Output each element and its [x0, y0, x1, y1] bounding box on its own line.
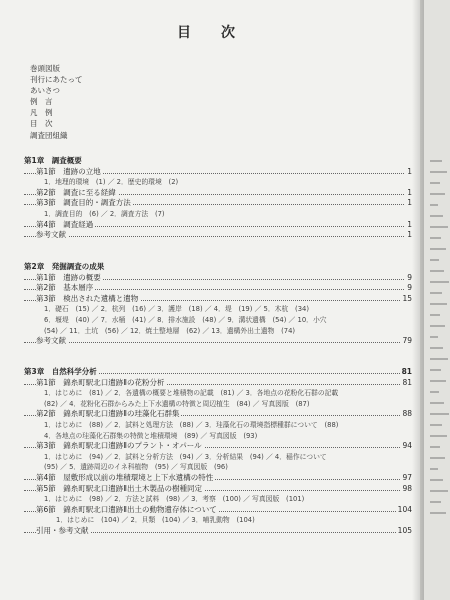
toc-entry-label: (54) ／ 11．土坑 (56) ／ 12．焼土整地層 (62) ／ 13．遺構外出土遺物 (74)	[44, 326, 296, 335]
toc-page-number: 9	[407, 283, 412, 293]
toc-subentry[interactable]	[24, 209, 412, 220]
toc-entry-label: 第1節 遺跡の立地	[36, 166, 101, 176]
toc-page-number: 15	[402, 293, 412, 303]
toc-entry[interactable]	[24, 188, 412, 199]
chapter-2	[24, 262, 412, 347]
toc-subentry[interactable]	[24, 452, 412, 463]
toc-entry-label: 第1節 錦糸町駅北口遺跡Ⅱの花粉分析	[36, 377, 165, 387]
toc-entry[interactable]	[24, 294, 412, 305]
toc-entry[interactable]	[24, 336, 412, 347]
toc-subentry[interactable]	[24, 494, 412, 505]
adjacent-page-text-mark	[430, 215, 443, 217]
page-gutter-shadow	[412, 0, 424, 600]
adjacent-page-edge	[424, 0, 450, 600]
adjacent-page-text-mark	[430, 314, 440, 316]
toc-entry[interactable]	[24, 473, 412, 484]
toc-page-number: 1	[407, 187, 412, 197]
toc-entry[interactable]	[24, 230, 412, 241]
toc-subentry[interactable]	[24, 177, 412, 188]
adjacent-page-text-mark	[430, 512, 446, 514]
front-matter-item[interactable]: 目 次	[30, 119, 53, 129]
toc-page-number: 88	[402, 409, 412, 419]
toc-entry[interactable]	[24, 167, 412, 178]
adjacent-page-text-mark	[430, 479, 443, 481]
toc-page-number: 94	[402, 441, 412, 451]
toc-page-number: 97	[402, 472, 412, 482]
chapter-3	[24, 367, 412, 537]
adjacent-page-text-mark	[430, 413, 449, 415]
toc-entry-label: 1．礎石 (15) ／ 2．杭列 (16) ／ 3．護岸 (18) ／ 4．堤 (19) ／ 5．木杭 (34)	[44, 305, 309, 314]
chapter-heading[interactable]	[24, 262, 412, 273]
toc-entry-label: 第6節 錦糸町駅北口遺跡Ⅱ出土の動物遺存体について	[36, 504, 217, 514]
toc-entry-label: 参考文献	[36, 230, 66, 240]
toc-entry[interactable]	[24, 220, 412, 231]
adjacent-page-text-mark	[430, 358, 448, 360]
toc-entry-label: 第2章 発掘調査の成果	[24, 262, 105, 271]
toc-entry-label: 1．はじめに (104) ／ 2．貝類 (104) ／ 3．哺乳動物 (104)	[56, 516, 255, 525]
toc-entry-label: 第2節 基本層序	[36, 283, 94, 293]
toc-entry-label: (95) ／ 5．遺跡周辺のイネ科植物 (95) ／ 写真図版 (96)	[44, 463, 228, 472]
toc-page-number: 1	[407, 219, 412, 229]
toc-entry-label: 第1章 調査概要	[24, 156, 82, 165]
adjacent-page-text-mark	[430, 501, 441, 503]
toc-subentry[interactable]	[24, 462, 412, 473]
front-matter-list	[30, 63, 83, 141]
adjacent-page-text-mark	[430, 457, 445, 459]
toc-subentry[interactable]	[24, 326, 412, 337]
adjacent-page-text-mark	[430, 303, 447, 305]
adjacent-page-text-mark	[430, 369, 441, 371]
adjacent-page-text-mark	[430, 160, 442, 162]
page-title: 目 次	[177, 25, 243, 41]
toc-entry[interactable]	[24, 441, 412, 452]
toc-page-number: 1	[407, 198, 412, 208]
toc-entry[interactable]	[24, 409, 412, 420]
adjacent-page-text-mark	[430, 336, 438, 338]
adjacent-page-text-mark	[430, 182, 440, 184]
adjacent-page-text-mark	[430, 281, 449, 283]
toc-page-number: 104	[397, 504, 412, 514]
toc-subentry[interactable]	[24, 399, 412, 410]
toc-entry-label: 1．はじめに (94) ／ 2．試料と分析方法 (94) ／ 3．分析結果 (94) ／ 4．稲作について	[44, 452, 327, 461]
adjacent-page-text-mark	[430, 237, 441, 239]
adjacent-page-text-mark	[430, 391, 439, 393]
adjacent-page-text-mark	[430, 490, 448, 492]
toc-subentry[interactable]	[24, 420, 412, 431]
front-matter-item[interactable]: 調査団組織	[30, 130, 68, 140]
toc-entry-label: 引用・参考文献	[36, 525, 89, 535]
toc-page-number: 81	[401, 367, 412, 376]
toc-entry-label: 4．各地点の珪藻化石群集の特徴と堆積環境 (89) ／ 写真図版 (93)	[44, 431, 258, 440]
adjacent-page-text-mark	[430, 468, 438, 470]
toc-entry-label: 第3節 錦糸町駅北口遺跡Ⅱのプラント・オパール	[36, 441, 202, 451]
toc-entry[interactable]	[24, 484, 412, 495]
toc-page-number: 105	[397, 525, 412, 535]
toc-entry-label: 1．地理的環境 (1) ／ 2．歴史的環境 (2)	[44, 178, 179, 187]
toc-page-number: 1	[407, 230, 412, 240]
toc-page-number: 81	[402, 377, 412, 387]
front-matter-item[interactable]: 刊行にあたって	[30, 75, 83, 85]
toc-entry[interactable]	[24, 273, 412, 284]
chapter-1	[24, 156, 412, 241]
toc-entry-label: 1．調査目的 (6) ／ 2．調査方法 (7)	[44, 209, 165, 218]
adjacent-page-text-mark	[430, 204, 438, 206]
toc-entry-label: (82) ／ 4．花粉化石群からみた上下水遺構の特徴と周辺植生 (84) ／ 写真図版 (87)	[44, 399, 310, 408]
toc-entry[interactable]	[24, 526, 412, 537]
adjacent-page-text-mark	[430, 171, 447, 173]
adjacent-page-text-mark	[430, 270, 444, 272]
toc-subentry[interactable]	[24, 304, 412, 315]
adjacent-page-text-mark	[430, 325, 445, 327]
adjacent-page-text-mark	[430, 347, 443, 349]
toc-page-number: 1	[407, 166, 412, 176]
toc-entry[interactable]	[24, 198, 412, 209]
adjacent-page-text-mark	[430, 424, 442, 426]
toc-entry-label: 第2節 調査に至る経緯	[36, 187, 116, 197]
toc-entry-label: 1．はじめに (81) ／ 2．各遺構の概要と堆積物の記載 (81) ／ 3．各地点の花粉化石群の記載	[44, 389, 339, 398]
toc-entry[interactable]	[24, 283, 412, 294]
adjacent-page-text-mark	[430, 380, 446, 382]
toc-entry-label: 1．はじめに (88) ／ 2．試料と処理方法 (88) ／ 3．珪藻化石の環境指標種群について (88)	[44, 420, 339, 429]
toc-entry-label: 第3章 自然科学分析	[24, 367, 97, 376]
toc-entry-label: 第5節 錦糸町駅北口遺跡Ⅱ出土木製品の樹種同定	[36, 483, 202, 493]
chapter-heading[interactable]	[24, 367, 412, 378]
front-matter-item[interactable]: 巻頭図版	[30, 64, 60, 73]
toc-entry-label: 1．はじめに (98) ／ 2．方法と試料 (98) ／ 3．考察 (100) ／ 写真図版 (101)	[44, 495, 305, 504]
toc-entry-label: 第3節 検出された遺構と遺物	[36, 293, 139, 303]
toc-entry[interactable]	[24, 378, 412, 389]
toc-subentry[interactable]	[24, 431, 412, 442]
chapter-heading[interactable]	[24, 156, 412, 167]
toc-entry[interactable]	[24, 505, 412, 516]
adjacent-page-text-mark	[430, 292, 442, 294]
toc-entry-label: 第2節 錦糸町駅北口遺跡Ⅱの珪藻化石群集	[36, 409, 180, 419]
toc-entry-label: 第3節 調査目的・調査方法	[36, 198, 131, 208]
adjacent-page-text-mark	[430, 259, 439, 261]
toc-subentry[interactable]	[24, 515, 412, 526]
toc-page-number: 9	[407, 272, 412, 282]
front-matter-item[interactable]: 例 言	[30, 97, 53, 107]
toc-entry-label: 第4節 屋敷形成以前の堆積環境と上下水遺構の特性	[36, 472, 214, 482]
toc-page-number: 79	[402, 336, 412, 346]
adjacent-page-text-mark	[430, 226, 448, 228]
adjacent-page-text-mark	[430, 193, 445, 195]
toc-entry-label: 第1節 遺跡の概要	[36, 272, 101, 282]
toc-page-number: 98	[402, 483, 412, 493]
toc-entry-label: 6．堰堤 (40) ／ 7．水桶 (41) ／ 8．排水施設 (48) ／ 9．溝状遺構 (54) ／ 10．小穴	[44, 315, 327, 324]
toc-subentry[interactable]	[24, 315, 412, 326]
adjacent-page-text-mark	[430, 446, 440, 448]
toc-subentry[interactable]	[24, 388, 412, 399]
adjacent-page-text-mark	[430, 402, 444, 404]
toc-entry-label: 第4節 調査経過	[36, 219, 94, 229]
adjacent-page-text-mark	[430, 248, 446, 250]
front-matter-item[interactable]: あいさつ	[30, 86, 60, 96]
front-matter-item[interactable]: 凡 例	[30, 108, 53, 118]
toc-entry-label: 参考文献	[36, 336, 66, 346]
adjacent-page-text-mark	[430, 435, 447, 437]
